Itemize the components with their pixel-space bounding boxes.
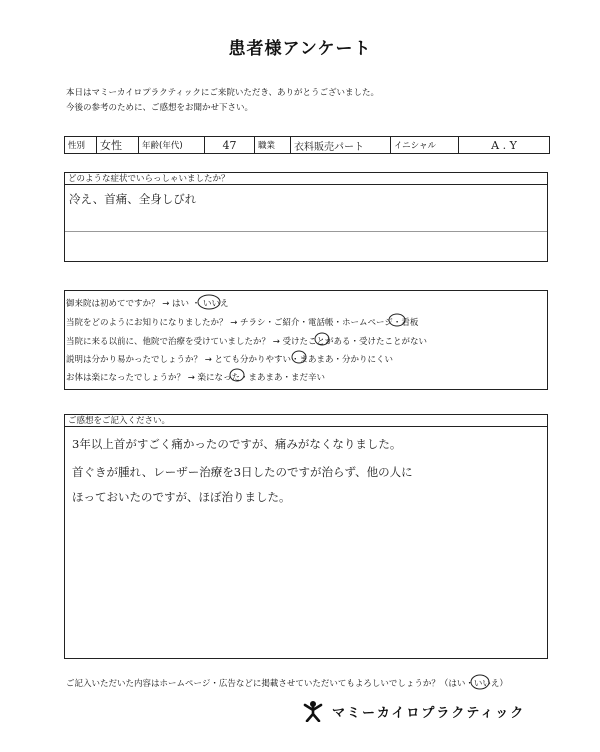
answer-options: 受けたことがある・受けたことがない — [282, 337, 428, 347]
comments-heading: ご感想をご記入ください。 — [65, 415, 547, 427]
question-text: 当院をどのようにお知りになりましたか？ — [66, 318, 228, 328]
arrow: → — [230, 318, 238, 328]
figure-logo-icon — [300, 700, 326, 722]
job-value: 衣料販売パート — [291, 137, 391, 153]
logo-text: マミーカイロプラクティック — [332, 705, 526, 721]
intro-line-1: 本日はマミーカイロプラクティックにご来院いただき、ありがとうございました。 — [66, 88, 380, 98]
age-value: 47 — [205, 137, 255, 153]
answer-options: とても分かりやすい・まあまあ・分かりにくい — [214, 355, 394, 365]
question-text: お体は楽になったでしょうか？ — [66, 373, 186, 383]
gender-value: 女性 — [97, 137, 139, 153]
comment-line-3: ほっておいたのですが、ほぼ治りました。 — [72, 490, 291, 504]
page-title: 患者様アンケート — [228, 39, 372, 59]
intro-line-2: 今後の参考のために、ご感想をお聞かせ下さい。 — [66, 103, 254, 113]
answer-options: チラシ・ご紹介・電話帳・ホームページ・看板 — [240, 318, 419, 328]
question-text: 説明は分かり易かったでしょうか？ — [66, 355, 203, 365]
answer-options: 楽になった・まあまあ・まだ辛い — [197, 373, 326, 383]
arrow: → — [204, 355, 212, 365]
question-text: 御来院は初めてですか？ — [66, 299, 160, 309]
arrow: → — [272, 337, 280, 347]
comment-line-2: 首ぐきが腫れ、レーザー治療を3日したのですが治らず、他の人に — [72, 465, 413, 479]
job-label: 職業 — [255, 137, 291, 153]
publication-consent — [66, 677, 508, 689]
answer-options: はい ・ いいえ — [172, 299, 229, 309]
consent-question: ご記入いただいた内容はホームページ・広告などに掲載させていただいてもよろしいでしょうか？（ — [66, 679, 449, 689]
clinic-logo — [300, 700, 525, 722]
comment-line-1: 3年以上首がすごく痛かったのですが、痛みがなくなりました。 — [72, 437, 402, 451]
age-label: 年齢(年代) — [139, 137, 205, 153]
initial-value: A . Y — [491, 138, 517, 152]
question-text: 当院に来る以前に、他院で治療を受けていましたか？ — [66, 337, 271, 347]
symptoms-question: どのような症状でいらっしゃいましたか？ — [65, 173, 547, 185]
arrow: → — [162, 299, 170, 309]
consent-yes: はい — [448, 679, 466, 689]
arrow: → — [187, 373, 195, 383]
symptoms-answer: 冷え、首痛、全身しびれ — [69, 192, 197, 206]
initial-label: イニシャル — [391, 137, 459, 153]
consent-rest: ・いいえ） — [465, 679, 508, 689]
gender-label: 性別 — [65, 137, 97, 153]
